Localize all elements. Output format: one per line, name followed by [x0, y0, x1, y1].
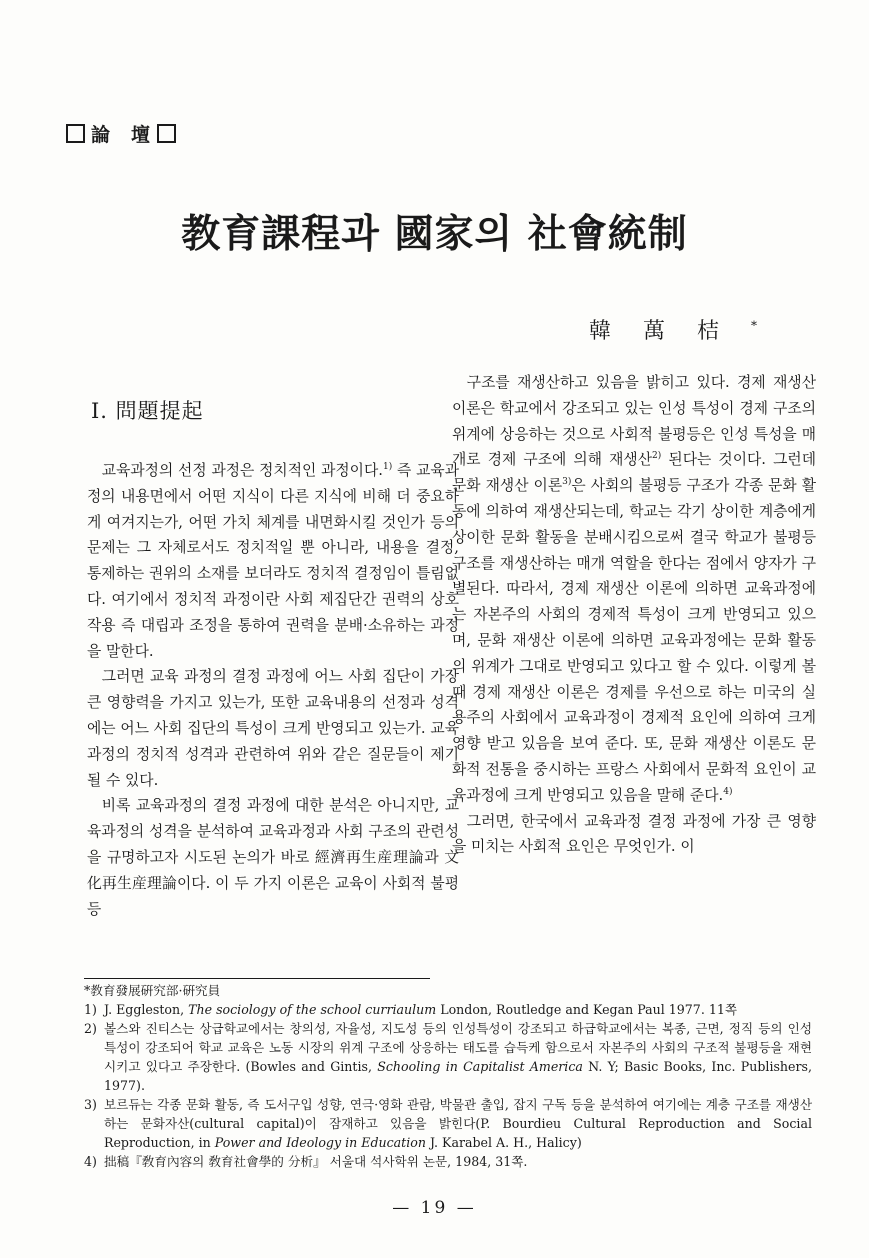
- text-run: J. Eggleston,: [104, 1002, 189, 1017]
- footnote: [84, 1152, 812, 1171]
- footnote-number: 1): [84, 1002, 97, 1017]
- text-run: 즉 교육과정의 내용면에서 어떤 지식이 다른 지식에 비해 더 중요하게 여겨지는가, 어떤 가치 체계를 내면화시킬 것인가 등의 문제는 그 자체로서도 정치적일 뿐 아니라, 내용을 결정, 통제하는 권위의 소재를 보더라도 정치적 결정임이 틀림없다. 여기에서 정치적 과정이란 사회 제집단간 권력의 상호작용 즉 대립과 조정을 통하여 권력을 분배·소유하는 과정을 말한다.: [87, 462, 459, 660]
- footnote-rule: [84, 978, 430, 979]
- open-square-icon: [66, 124, 85, 143]
- right-body: [452, 370, 816, 860]
- footnotes: [84, 978, 812, 1171]
- text-run: 그러면 교육 과정의 결정 과정에 어느 사회 집단이 가장 큰 영향력을 가지고 있는가, 또한 교육내용의 선정과 성격에는 어느 사회 집단의 특성이 크게 반영되고 있는가. 교육과정의 정치적 성격과 관련하여 위와 같은 질문들이 제기될 수 있다.: [87, 668, 459, 789]
- footnote: [84, 981, 812, 1000]
- italic-title: The sociology of the school curriaulum: [188, 1002, 437, 1017]
- page-number: — 19 —: [392, 1198, 477, 1218]
- text-run: London, Routledge and Kegan Paul 1977. 11쪽: [436, 1002, 738, 1017]
- text-run: 구조를 재생산하고 있음을 밝히고 있다. 경제 재생산 이론은 학교에서 강조되고 있는 인성 특성이 경제 구조의 위계에 상응하는 것으로 사회적 불평등은 인성 특성을 매개로 경제 구조에 의해 재생산: [452, 374, 816, 469]
- text-run: N. Y; Basic Books, Inc. Publishers, 1977).: [104, 1059, 812, 1093]
- left-body: [87, 458, 459, 922]
- footnote: [84, 1019, 812, 1095]
- article-title: 教育課程과 國家의 社會統制: [181, 211, 688, 257]
- left-column: [87, 368, 459, 922]
- text-run: 은 사회의 불평등 구조가 각종 문화 활동에 의하여 재생산되는데, 학교는 각기 상이한 계층에게 상이한 문화 활동을 분배시킴으로써 결국 학교가 불평등 구조를 재생산하는 매개 역할을 한다는 점에서 양자가 구별된다. 따라서, 경제 재생산 이론에 의하면 교육과정에는 자본주의 사회의 경제적 특성이 크게 반영되고 있으며, 문화 재생산 이론에 의하면 교육과정에는 문화 활동의 위계가 그대로 반영되고 있다고 할 수 있다. 이렇게 볼 때 경제 재생산 이론은 경제를 우선으로 하는 미국의 실용주의 사회에서 교육과정이 경제적 요인에 의하여 크게 영향 받고 있음을 보여 준다. 또, 문화 재생산 이론도 문화적 전통을 중시하는 프랑스 사회에서 문화적 요인이 교육과정에 크게 반영되고 있음을 말해 준다.: [452, 477, 816, 804]
- footnote: [84, 1095, 812, 1152]
- footnote: [84, 1000, 812, 1019]
- author-byline: [589, 314, 757, 345]
- footnote-reference: 1): [382, 462, 393, 473]
- open-square-icon: [157, 124, 176, 143]
- text-run: 그러면, 한국에서 교육과정 결정 과정에 가장 큰 영향을 미치는 사회적 요인은 무엇인가. 이: [452, 812, 816, 856]
- text-run: 보르듀는 각종 문화 활동, 즉 도서구입 성향, 연극·영화 관람, 박물관 출입, 잡지 구독 등을 분석하여 여기에는 계층 구조를 재생산하는 문화자산(cultural capital)이 잠재하고 있음을 밝힌다(P. Bourdieu Cultural Reproduction and Social Reproduction, in: [104, 1097, 812, 1150]
- author-name: 韓萬桔: [588, 319, 751, 344]
- footnote-number: 3): [84, 1097, 97, 1112]
- body-paragraph: [452, 370, 816, 809]
- section-label-text: 論 壇: [91, 124, 152, 146]
- text-run: *教育發展硏究部·硏究員: [84, 983, 221, 998]
- author-footnote-mark: *: [751, 318, 757, 333]
- footnote-number: 2): [84, 1021, 97, 1036]
- footnote-reference: 4): [723, 786, 733, 797]
- body-paragraph: [87, 458, 459, 664]
- footnote-list: [84, 981, 812, 1171]
- body-paragraph: [87, 664, 459, 793]
- italic-title: Power and Ideology in Education: [214, 1135, 426, 1150]
- footnote-number: 4): [84, 1154, 97, 1169]
- text-run: 볼스와 진티스는 상급학교에서는 창의성, 자율성, 지도성 등의 인성특성이 강조되고 하급학교에서는 복종, 근면, 정직 등의 인성 특성이 강조되어 학교 교육은 노동 시장의 위계 구조에 상응하는 태도를 습득케 함으로서 자본주의 사회의 구조적 불평등을 재현시키고 있다고 주장한다. (Bowles and Gintis,: [104, 1021, 812, 1074]
- section-heading: I. 問題提起: [91, 399, 204, 423]
- text-run: J. Karabel A. H., Halicy): [425, 1135, 582, 1150]
- body-paragraph: [452, 809, 816, 861]
- right-column: [452, 370, 816, 860]
- text-run: 교육과정의 선정 과정은 정치적인 과정이다.: [101, 462, 383, 479]
- text-run: 비록 교육과정의 결정 과정에 대한 분석은 아니지만, 교육과정의 성격을 분석하여 교육과정과 사회 구조의 관련성을 규명하고자 시도된 논의가 바로 經濟再生産理論과 文化再生産理論이다. 이 두 가지 이론은 교육이 사회적 불평등: [87, 797, 459, 918]
- section-label: [66, 120, 176, 147]
- text-run: 拙稿『敎育內容의 敎育社會學的 分析』 서울대 석사학위 논문, 1984, 31쪽.: [104, 1154, 528, 1169]
- text-run: 된다는 것이다. 그런데 문화 재생산 이론: [452, 451, 816, 495]
- footnote-reference: 2): [652, 451, 662, 462]
- body-paragraph: [87, 793, 459, 922]
- footnote-reference: 3): [562, 477, 572, 488]
- italic-title: Schooling in Capitalist America: [377, 1059, 583, 1074]
